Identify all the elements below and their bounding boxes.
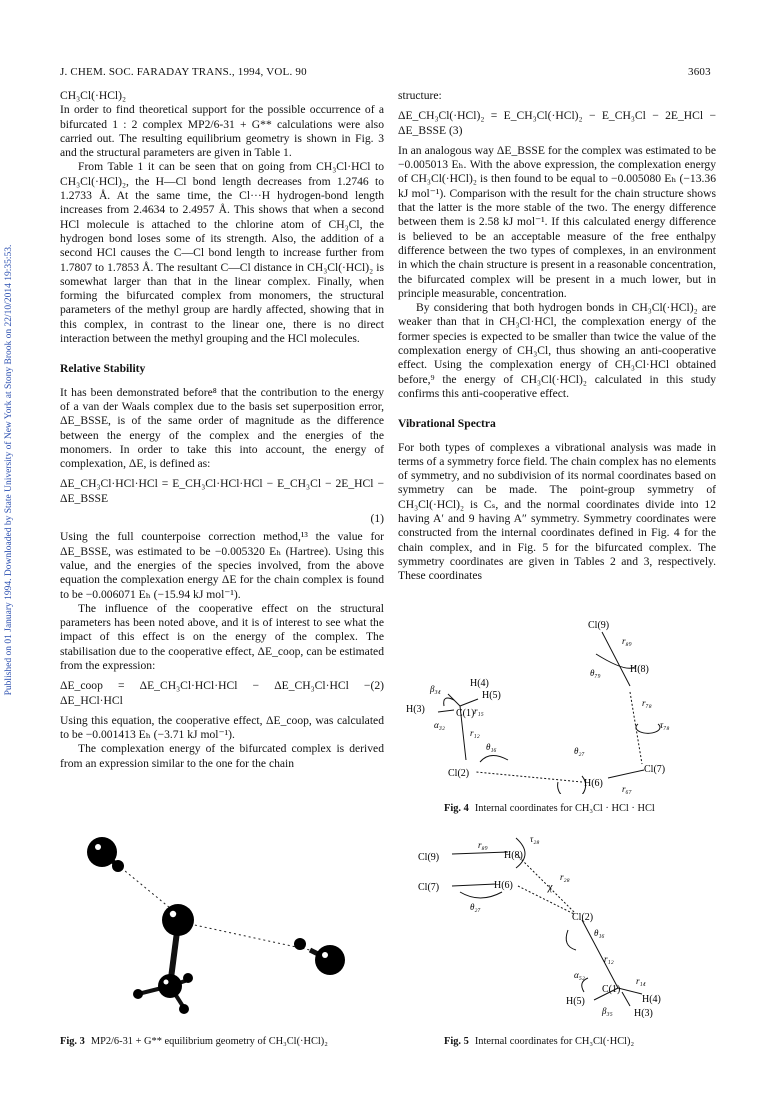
equation-3: ΔE_CH₃Cl(·HCl)₂ = E_CH₃Cl(·HCl)₂ − E_CH₃Cl − 2E_HCl − ΔE_BSSE (3) xyxy=(398,109,716,137)
atom-h4: H(4) xyxy=(470,678,489,689)
param-r78: r₇₈ xyxy=(642,698,652,708)
paragraph: For both types of complexes a vibrational analysis was made in terms of a symmetry force field. The chain complex has no elements of symmetry, and no subdivision of its normal coordinates based on symmetry can be made. The point-group symmetry of CH₃Cl(·HCl)₂ is Cₛ, and the normal coordinates divide into 12 having A′ and 9 having A″ symmetry. Symmetry coordinates were constructed from the internal coordinates defined in Fig. 4 for the chain complex, and in Fig. 5 for the bifurcated complex. The symmetry coordinates are given in Tables 2 and 3, respectively. These coordinates xyxy=(398,440,716,583)
paragraph: By considering that both hydrogen bonds in CH₃Cl(·HCl)₂ are weaker than that in CH₃Cl·HCl, the complexation energy of the former species is expected to be smaller than twice the value of the complexation energy of CH₃Cl, thus showing an anti-cooperative effect. Using the complexation energy of CH₃Cl·HCl obtained before,⁹ the energy of CH₃Cl(·HCl)₂ calculated in this study confirms this anti-cooperative effect. xyxy=(398,301,716,400)
atom-cl2: Cl(2) xyxy=(572,912,594,923)
param-r28: r₂₈ xyxy=(560,872,570,882)
param-tau28: τ₂₈ xyxy=(530,834,540,844)
paragraph: Using the full counterpoise correction method,¹³ the value for ΔE_BSSE, was estimated to be −0.005320 Eₕ (Hartree). Using this value, and the energies of the species involved, from the above equation the complexation energy ΔE for the chain complex is found to be −0.006071 Eₕ (−15.94 kJ mol⁻¹). xyxy=(60,530,384,601)
equation-number: (1) xyxy=(370,512,384,526)
atom-h6: H(6) xyxy=(494,880,513,891)
atom-cl2: Cl(2) xyxy=(448,768,470,779)
fig4-internal-coordinates xyxy=(398,614,716,794)
paragraph: From Table 1 it can be seen that on going from CH₃Cl·HCl to CH₃Cl(·HCl)₂, the H—Cl bond length decreases from 1.2746 to 1.2733 Å. At the same time, the Cl···H hydrogen-bond length increases from 2.4634 to 2.4957 Å. This shows that when a second HCl molecule is attached to the chlorine atom of CH₃Cl, the hydrogen bond loses some of its strength. Also, the addition of a second HCl causes the C—Cl bond length to increase further from 1.7807 to 1.7853 Å. The resultant C—Cl distance in CH₃Cl(·HCl)₂ is somewhat larger than that in the linear complex. Finally, when forming the bifurcated complex from monomers, the structural parameters of the methyl group are hardly affected, showing that in this complex, in contrast to the linear one, there is no direct interaction between the methyl grouping and the HCl molecules. xyxy=(60,160,384,346)
atom-h3: H(3) xyxy=(406,704,425,715)
paragraph: Using this equation, the cooperative effect, ΔE_coop, was calculated to be −0.001413 Eₕ (−3.71 kJ mol⁻¹). xyxy=(60,713,384,742)
equation-2: ΔE_coop = ΔE_CH₃Cl·HCl·HCl − ΔE_CH₃Cl·HCl − ΔE_HCl·HCl (2) xyxy=(60,679,384,707)
paragraph: It has been demonstrated before⁸ that the contribution to the energy of a van der Waals complex due to the basis set superposition error, ΔE_BSSE, is of the same order of magnitude as the difference between the energy of the complex and the energies of the monomers. In order to take this into account, the energy of complexation, ΔE, is defined as: xyxy=(60,385,384,471)
atom-h5: H(5) xyxy=(566,996,585,1007)
atom-h5: H(5) xyxy=(482,690,501,701)
param-r12: r₁₂ xyxy=(604,954,614,964)
atom-cl7: Cl(7) xyxy=(418,882,440,893)
param-theta27: θ₂₇ xyxy=(574,746,585,756)
atom-cl9: Cl(9) xyxy=(588,620,610,631)
paragraph: The influence of the cooperative effect on the structural parameters has been noted above, and it is of interest to see what the impact of this effect is on the energy of the complex. The stabilisation due to the cooperative effect, ΔE_coop, can be estimated from the expression: xyxy=(60,601,384,672)
fig3-caption: Fig. 3 MP2/6-31 + G** equilibrium geometry of CH₃Cl(·HCl)₂ xyxy=(60,1036,328,1047)
paragraph: structure: xyxy=(398,89,442,102)
param-theta27: θ₂₇ xyxy=(470,902,481,912)
atom-c1: C(1) xyxy=(456,708,475,719)
param-chi: χ xyxy=(548,882,553,893)
param-r14: r₁₄ xyxy=(636,976,646,986)
section-heading: Relative Stability xyxy=(60,362,146,376)
page-number: 3603 xyxy=(688,66,711,78)
fig5-caption: Fig. 5 Internal coordinates for CH₃Cl(·HCl)₂ xyxy=(444,1036,635,1047)
running-header: J. CHEM. SOC. FARADAY TRANS., 1994, VOL. 90 xyxy=(60,66,307,78)
param-r67: r₆₇ xyxy=(622,784,632,794)
left-column xyxy=(60,89,384,771)
param-r15: r₁₅ xyxy=(474,706,484,716)
atom-h4: H(4) xyxy=(642,994,661,1005)
param-r12: r₁₂ xyxy=(470,728,480,738)
param-beta35: β₃₅ xyxy=(602,1006,613,1016)
param-alpha52: α₅₂ xyxy=(574,970,585,980)
atom-h8: H(8) xyxy=(504,850,523,861)
paragraph: The complexation energy of the bifurcated complex is derived from an expression similar to the one for the chain xyxy=(60,742,384,770)
atom-cl9: Cl(9) xyxy=(418,852,440,863)
fig5-internal-coordinates xyxy=(398,828,716,1018)
section-title: CH₃Cl(·HCl)₂ xyxy=(60,89,127,102)
param-theta79: θ₇₉ xyxy=(590,668,601,678)
paragraph: In order to find theoretical support for the possible occurrence of a bifurcated 1 : 2 complex MP2/6-31 + G** calculations were also carried out. The resulting equilibrium geometry is shown in Fig. 3 and the structural parameters are given in Table 1. xyxy=(60,103,384,160)
param-theta16: θ₁₆ xyxy=(594,928,605,938)
fig4-caption: Fig. 4 Internal coordinates for CH₃Cl · HCl · HCl xyxy=(444,803,655,814)
equation-1: ΔE_CH₃Cl·HCl·HCl = E_CH₃Cl·HCl·HCl − E_CH₃Cl − 2E_HCl − ΔE_BSSE xyxy=(60,477,384,505)
right-column xyxy=(398,89,716,584)
param-alpha32: α₃₂ xyxy=(434,720,445,730)
fig3-molecule-diagram xyxy=(60,818,380,1018)
atom-h3: H(3) xyxy=(634,1008,653,1018)
param-theta16: θ₁₆ xyxy=(486,742,497,752)
atom-cl7: Cl(7) xyxy=(644,764,666,775)
download-notice[interactable]: Published on 01 January 1994. Downloaded by State University of New York at Stony Brook on 22/10/2014 19:35:53. xyxy=(4,244,14,696)
section-heading: Vibrational Spectra xyxy=(398,417,496,431)
atom-h6: H(6) xyxy=(584,778,603,789)
atom-h8: H(8) xyxy=(630,664,649,675)
param-beta34: β₃₄ xyxy=(430,684,441,694)
paragraph: In an analogous way ΔE_BSSE for the complex was estimated to be −0.005013 Eₕ. With the above expression, the complexation energy of CH₃Cl(·HCl)₂ is then found to be equal to −0.005080 Eₕ (−13.36 kJ mol⁻¹). Comparison with the result for the chain structure shows that the latter is the more stable of the two. The energy difference between them is 2.58 kJ mol⁻¹. If this calculated energy difference is believed to be an acceptable measure of the free enthalpy difference between the two types of complexes, in an environment in which the chain structure is present in a reasonable concentration, the bifurcated complex will be present in a much lower, but in principle measurable, concentration. xyxy=(398,143,716,300)
param-tau78: τ₇₈ xyxy=(660,720,670,730)
param-r89: r₈₉ xyxy=(622,636,632,646)
atom-c1: C(1) xyxy=(602,984,621,995)
param-r89: r₈₉ xyxy=(478,840,488,850)
